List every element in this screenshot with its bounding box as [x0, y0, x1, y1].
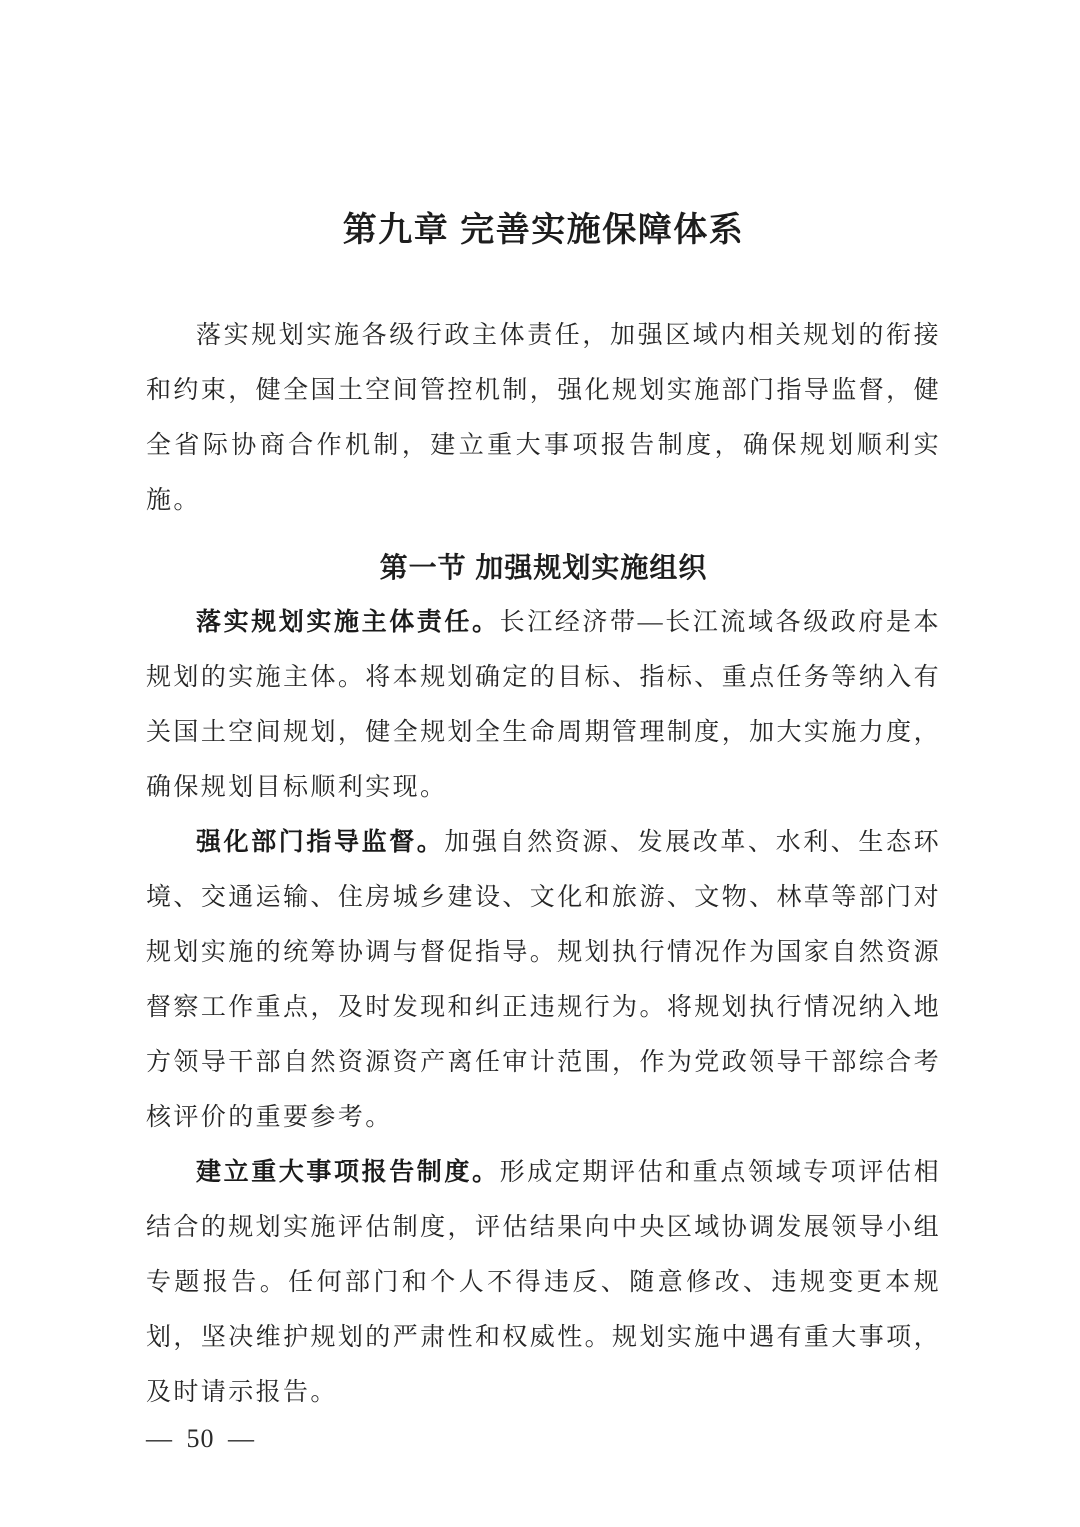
- paragraph-lead: 落实规划实施主体责任。: [196, 609, 500, 636]
- intro-paragraph-text: 落实规划实施各级行政主体责任，加强区域内相关规划的衔接和约束，健全国土空间管控机制，强化规划实施部门指导监督，健全省际协商合作机制，建立重大事项报告制度，确保规划顺利实施。: [146, 322, 941, 514]
- paragraph: [146, 1145, 941, 1420]
- page-number: — 50 —: [146, 1424, 255, 1453]
- intro-paragraph: [146, 308, 941, 528]
- section-title: 第一节 加强规划实施组织: [379, 552, 708, 583]
- chapter-title: 第九章 完善实施保障体系: [342, 211, 745, 249]
- paragraph: [146, 815, 941, 1145]
- paragraph-text: 形成定期评估和重点领域专项评估相结合的规划实施评估制度，评估结果向中央区域协调发展领导小组专题报告。任何部门和个人不得违反、随意修改、违规变更本规划，坚决维护规划的严肃性和权威性。规划实施中遇有重大事项，及时请示报告。: [146, 1159, 942, 1406]
- paragraph: [146, 595, 941, 815]
- paragraph-text: 加强自然资源、发展改革、水利、生态环境、交通运输、住房城乡建设、文化和旅游、文物、林草等部门对规划实施的统筹协调与督促指导。规划执行情况作为国家自然资源督察工作重点，及时发现和纠正违规行为。将规划执行情况纳入地方领导干部自然资源资产离任审计范围，作为党政领导干部综合考核评价的重要参考。: [146, 829, 941, 1131]
- paragraph-lead: 强化部门指导监督。: [196, 829, 445, 856]
- paragraph-text: 长江经济带—长江流域各级政府是本规划的实施主体。将本规划确定的目标、指标、重点任务等纳入有关国土空间规划，健全规划全生命周期管理制度，加大实施力度，确保规划目标顺利实现。: [146, 609, 942, 801]
- paragraph-lead: 建立重大事项报告制度。: [196, 1159, 500, 1186]
